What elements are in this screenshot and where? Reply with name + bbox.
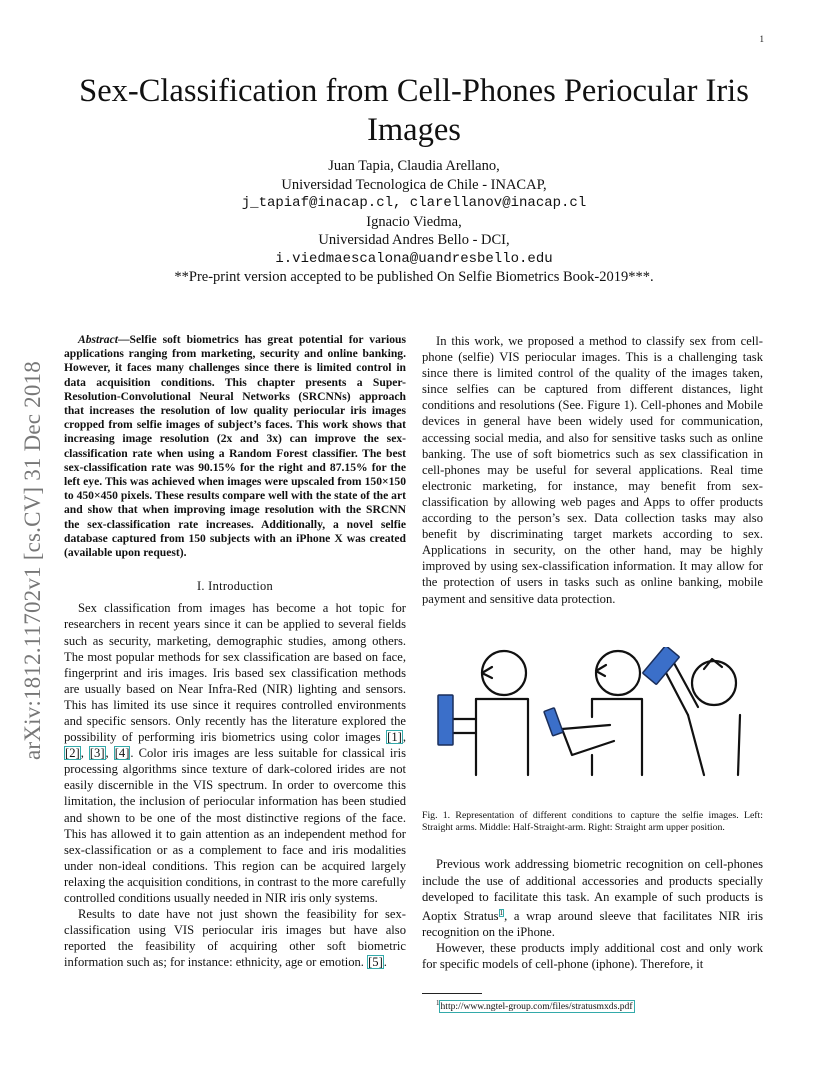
- footnote-marker[interactable]: 1: [499, 908, 504, 917]
- phone-icons: [438, 647, 679, 745]
- figure-1: [422, 647, 763, 802]
- author-line-1: Juan Tapia, Claudia Arellano,: [328, 158, 500, 174]
- phone-icon-middle: [544, 707, 563, 735]
- right-paragraph-2: Previous work addressing biometric recognition on cell-phones include the use of additional accessories and products specially developed to facilitate this task. An example of such products is Aoptix Stratus$^1$, a wrap around sleeve that facilitates NIR iris recognition on the iPhone.: [422, 857, 763, 939]
- citation-5[interactable]: [5]: [368, 955, 383, 970]
- abstract: [64, 333, 406, 560]
- citation-4[interactable]: [4]: [114, 746, 130, 761]
- intro-paragraph-2: Results to date have not just shown the feasibility for sex-classification using VIS periocular iris images but have also reported the feasibility of acquiring other soft biometric information such as; for instance: ethnicity, age or emotion. [5].: [64, 907, 406, 970]
- affiliation-1: Universidad Tecnologica de Chile - INACAP,: [281, 176, 547, 193]
- figure-1-caption: Fig. 1. Representation of different conditions to capture the selfie images. Left: Straight arms. Middle: Half-Straight-arm. Right: Straight arm upper position.: [422, 809, 763, 833]
- selfie-conditions-illustration: [422, 647, 763, 802]
- intro-paragraph-1: Sex classification from images has become a hot topic for researchers in recent years since it can be applied to several fields such as security, marketing, demographic studies, among others. The most popular methods for sex classification are based on face, fingerprint and iris images. Iris based sex classification methods are usually based on Near Infra-Red (NIR) lighting and sensors. This has limited its use since it requires controlled environments and specific sensors. Only recently has the literature explored the possibility of performing iris biometrics using color images [1], [2], [3], [4]. Color iris images are less suitable for classical iris processing algorithms since texture of dark-colored irides are not easily discernible in the VIS spectrum. In order to overcome this limitation, the inclusion of periocular information has been studied and shown to be one of the most distinctive regions of the face. This has allowed it to gain attention as an independent method for sex-classification or as a complement to face and iris modalities under non-ideal conditions. This region can be acquired largely relaxing the acquisition conditions, in contrast to the more carefully controlled conditions usually needed in NIR iris only systems.: [64, 601, 407, 906]
- email-line-1: j_tapiaf@inacap.cl, clarellanov@inacap.cl: [241, 195, 587, 211]
- phone-icon-left: [438, 695, 453, 745]
- paper-title: Sex-Classification from Cell-Phones Periocular Iris Images: [79, 73, 749, 148]
- right-paragraph-1: In this work, we proposed a method to classify sex from cell-phone (selfie) VIS periocular images. This is a challenging task since there is limited control of the quality of the images taken, since selfies can be captured from different distances, light conditions and resolutions (See. Figure 1). Cell-phones and Mobile devices in general have been widely used for communication, accessing social media, and also for sensitive tasks such as online banking. The use of soft biometrics such as sex classification in cell-phones may be useful for several applications. Real time electronic marketing, for instance, may benefit from sex-classification by allowing web pages and Apps to offer products according to the person’s sex. Data collection tasks may also benefit by discriminating target markets according to sex. Applications in security, on the other hand, may be highly improved by using sex-classification information. It may allow for the protection of users in tasks such as online banking, mobile payment and sensitive data protection.: [422, 334, 763, 606]
- figure-straight-arm-upper: [664, 659, 740, 775]
- arxiv-stamp: arXiv:1812.11702v1 [cs.CV] 31 Dec 2018: [20, 361, 45, 760]
- section-heading-introduction: I. Introduction: [196, 579, 274, 594]
- figure-straight-arm: [452, 651, 528, 775]
- author-line-2: Ignacio Viedma,: [366, 213, 462, 230]
- affiliation-2: Universidad Andres Bello - DCI,: [318, 232, 510, 248]
- author-block: [64, 157, 764, 287]
- footnote: [436, 999, 634, 1012]
- footnote-divider: [422, 993, 482, 994]
- footnote-number: 1: [436, 999, 440, 1007]
- abstract-label: Abstract: [78, 333, 118, 346]
- citation-2[interactable]: [2]: [65, 746, 80, 761]
- citation-1[interactable]: [1]: [387, 730, 402, 745]
- right-paragraph-3: However, these products imply additional cost and only work for specific models of cell-phone (iphone). Therefore, it: [422, 941, 763, 972]
- preprint-note: **Pre-print version accepted to be published On Selfie Biometrics Book-2019***.: [174, 269, 654, 285]
- left-column: [64, 333, 406, 971]
- phone-icon-right: [643, 647, 680, 685]
- page-number: 1: [759, 34, 764, 44]
- footnote-link[interactable]: http://www.ngtel-group.com/files/stratusmxds.pdf: [440, 1001, 633, 1013]
- figure-half-straight-arm: [562, 651, 642, 775]
- email-line-2: i.viedmaescalona@uandresbello.edu: [275, 250, 553, 267]
- citation-3[interactable]: [3]: [89, 746, 105, 761]
- right-column: [422, 333, 763, 972]
- abstract-text: —Selfie soft biometrics has great potential for various applications ranging from marketing, security and online banking. However, it faces many challenges since there is limited control in data acquisition conditions. This chapter presents a Super-Resolution-Convolutional Neural Networks (SRCNNs) approach that increases the resolution of low quality periocular iris images cropped from selfie images of subject’s faces. This work shows that increasing image resolution (2x and 3x) can improve the sex-classification rate when using a Random Forest classifier. The best sex-classification rate was 90.15% for the right and 87.15% for the left eye. This was achieved when images were upscaled from 150×150 to 450×450 pixels. These results compare well with the state of the art and show that when improving image resolution with the SRCNN the sex-classification rate increases. Additionally, a novel selfie database captured from 150 subjects with an iPhone X was created (available upon request).: [64, 333, 406, 560]
